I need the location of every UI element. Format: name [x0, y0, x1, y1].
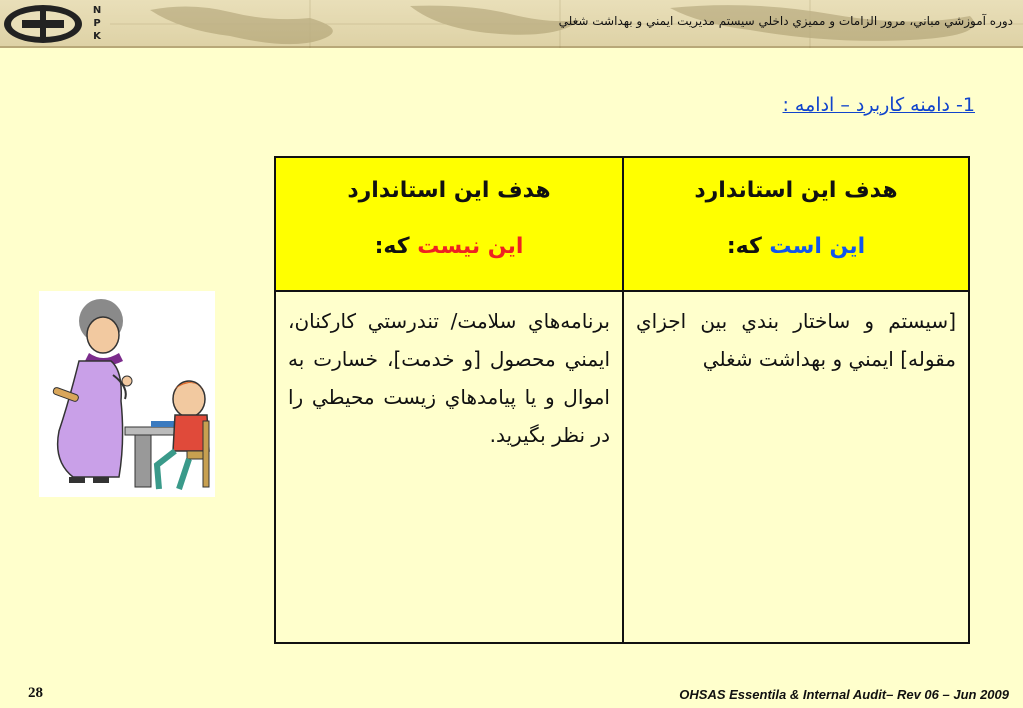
page-number: 28 [28, 685, 43, 701]
course-title: دوره آموزشي مباني، مرور الزامات و مميزي داخلي سيستم مديريت ايمني و بهداشت شغلي [558, 14, 1013, 28]
teacher-student-illustration [39, 291, 215, 497]
is-header-subtitle [624, 230, 968, 264]
is-not-header-title: هدف اين استاندارد [347, 178, 551, 203]
is-not-header-suffix: كه: [374, 234, 418, 259]
footer-caption: OHSAS Essentila & Internal Audit– Rev 06 – Jun 2009 [679, 687, 1009, 702]
logo-letter-k: K [93, 31, 101, 42]
is-not-header-subtitle [276, 230, 622, 264]
is-header-title: هدف اين استاندارد [694, 178, 898, 203]
logo-letter-p: P [93, 18, 101, 29]
is-not-highlight: اين نيست [417, 234, 524, 259]
is-not-column-body: برنامه‌هاي سلامت/ تندرستي كاركنان، ايمني محصول [و خدمت]، خسارت به اموال و يا پيامدهاي زيست محيطي را در نظر بگيريد. [288, 309, 610, 447]
logo-letter-n: N [92, 5, 102, 16]
is-column-header [624, 158, 968, 292]
section-title: 1- دامنه كاربرد – ادامه : [782, 94, 975, 116]
header-bar [0, 0, 1023, 48]
is-not-column-header [276, 158, 622, 292]
logo-letters [90, 4, 104, 43]
is-highlight: اين است [769, 234, 866, 259]
is-column-body: [سيستم و ساختار بندي بين اجزاي مقوله] ايمني و بهداشت شغلي [636, 309, 956, 371]
standard-scope-table [274, 156, 970, 644]
is-not-column [276, 158, 622, 642]
is-header-suffix: كه: [726, 234, 770, 259]
npk-logo-icon [2, 3, 84, 45]
is-column [622, 158, 968, 642]
